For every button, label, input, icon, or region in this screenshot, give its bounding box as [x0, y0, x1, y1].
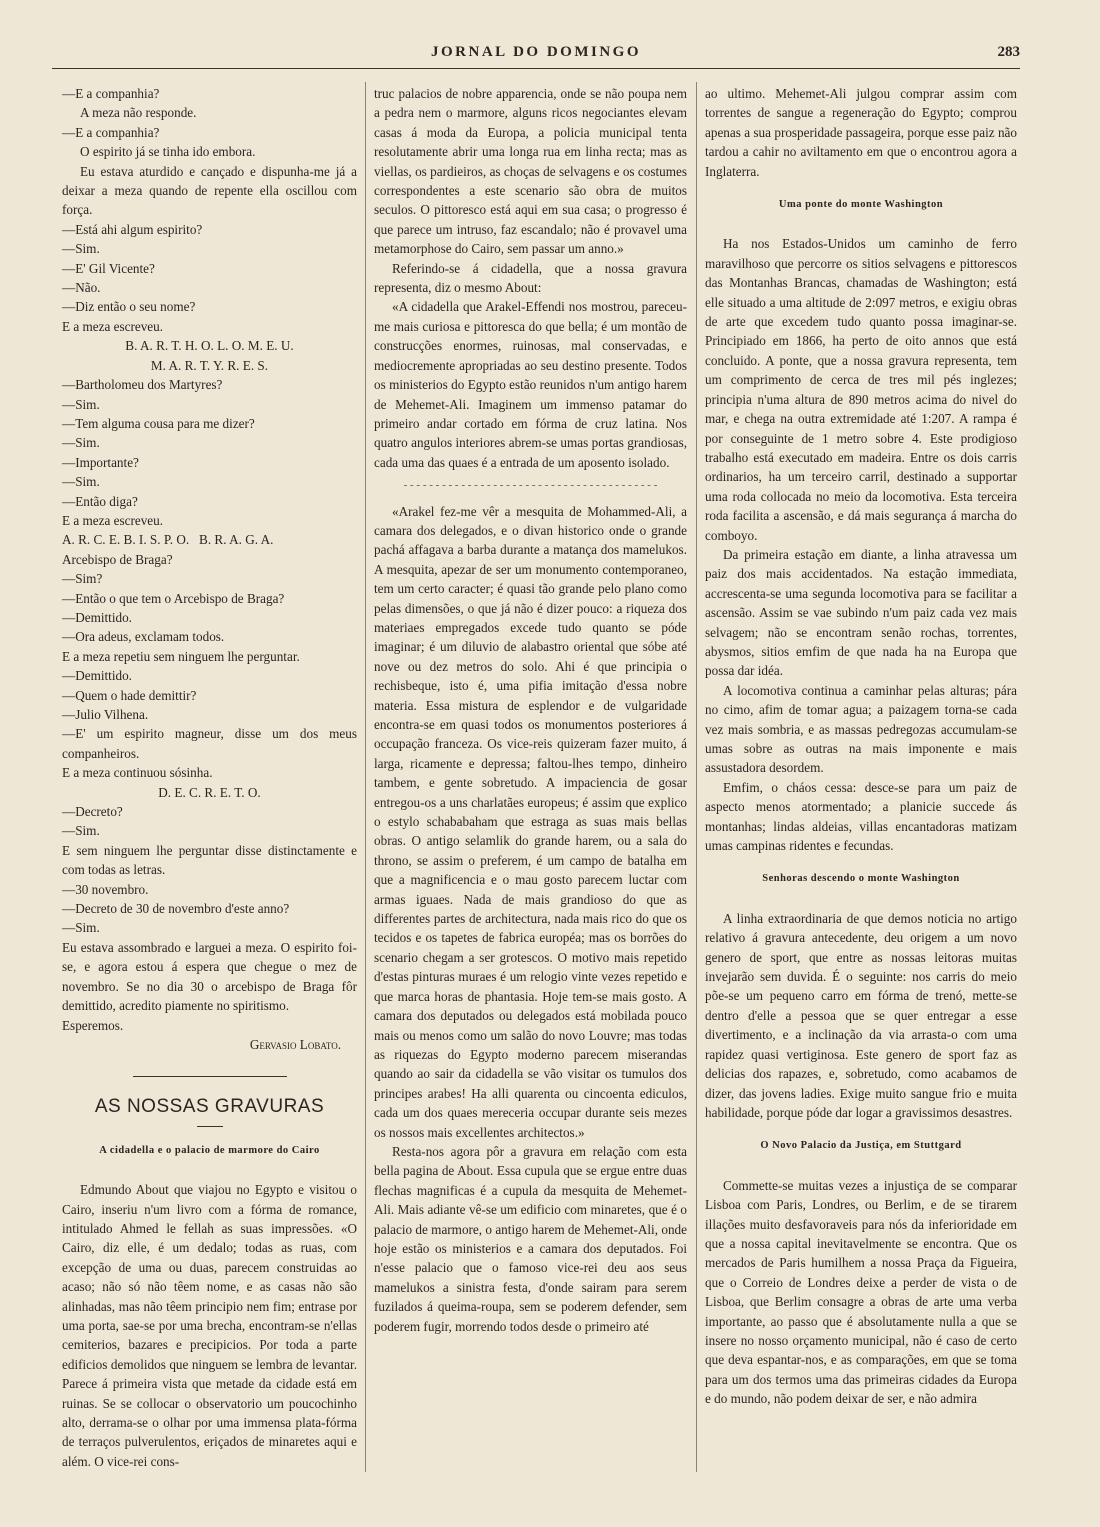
column-rule-1: [365, 82, 366, 1472]
text-line: —E' Gil Vicente?: [62, 260, 155, 276]
column-3: [705, 84, 1017, 1409]
text-line: —Importante?: [62, 454, 139, 470]
article-paragraph: Edmundo About que viajou no Egypto e visitou o Cairo, inseriu n'um livro com a fórma de romance, intitulado Ahmed le fellah as suas impressões. «O Cairo, diz elle, é um dedalo; todas as ruas, com excepção de uma ou duas, parecem construidas ao acaso; não só não têem nome, e as casas não são alinhadas, mas não têem principio nem fim; entrase por uma porta, sae-se por uma brecha, encontram-se n'ellas cemiterios, bazares e precipicios. Por toda a parte edificios demolidos que ninguem se lembra de levantar. Parece á primeira vista que metade da cidade está em ruinas. Se se collocar o observatorio um poucochinho alto, derrama-se o olhar por uma immensa plata-fórma de terraços pulverulentos, eriçados de minaretes aqui e além. O vice-rei cons-: [62, 1182, 357, 1469]
section-title: AS NOSSAS GRAVURAS: [94, 1096, 325, 1118]
title-underline: [197, 1126, 223, 1127]
text-line: O espirito já se tinha ido embora.: [80, 144, 256, 160]
text-line: E a meza escreveu.: [62, 318, 164, 334]
article-paragraph: ao ultimo. Mehemet-Ali julgou comprar assim com torrentes de sangue a regeneração do Egypto; comprou apenas a sua prosperidade passageira, porque esse paiz não tardou a cahir no aviltamento em que o encontrou agora a Inglaterra.: [705, 86, 1017, 179]
text-line: —Demittido.: [62, 609, 132, 625]
column-rule-2: [696, 82, 697, 1472]
text-line: Eu estava assombrado e larguei a meza. O espirito foi-se, e agora estou á espera que chegue o mez de novembro. Se no dia 30 o arcebispo de Braga fôr demittido, acredito piamente no spiritismo.: [62, 939, 357, 1014]
text-line: —Demittido.: [62, 668, 132, 684]
text-line: E sem ninguem lhe perguntar disse distinctamente e com todas as letras.: [62, 842, 357, 878]
text-line: —E' um espirito magneur, disse um dos meus companheiros.: [62, 726, 357, 761]
article-paragraph: A linha extraordinaria de que demos noticia no artigo relativo á gravura antecedente, deu origem a um novo genero de sport, que entre as nossas leitoras muitas invejarão sem duvida. É o seguinte: nos carris do meio põe-se um pequeno carro em fórma de trenó, mette-se dentro d'elle a pessoa que se quer entregar a esse divertimento, e a inclinação da via arrasta-o com uma rapidez quasi vertiginosa. Este genero de sport faz as delicias dos rapazes, e, sobretudo, como acabamos de dizer, das jovens ladies. Exige muito sangue frio e muita habilidade, porque póde dar logar a gravissimos desastres.: [705, 910, 1017, 1120]
text-line: —E a companhia?: [62, 86, 160, 101]
text-line: —Sim?: [62, 571, 103, 587]
spelled-word: D. E. C. R. E. T. O.: [158, 784, 261, 800]
article-paragraph: Resta-nos agora pôr a gravura em relação com esta bella pagina de About. Essa cupula que se ergue entre duas flechas magnificas é a cupula da mesquita de Mehemet-Ali. Mais adiante vê-se um edificio com minaretes, que é o palacio de marmore, o antigo harem de Mehemet-Ali, onde hoje estão os ministerios e a camara dos deputados. Foi n'esse palacio que o famoso vice-rei deu aos seus mamelukos a sinistra festa, d'onde sairam para serem fuzilados á queima-roupa, sem se poderem defender, sem poderem fugir, morrendo todos desde o primeiro até: [374, 1143, 687, 1334]
text-line: —Sim.: [62, 920, 100, 936]
spelled-word: A. R. C. E. B. I. S. P. O. B. R. A. G. A.: [62, 532, 274, 548]
article-paragraph: «A cidadella que Arakel-Effendi nos mostrou, pareceu-me mais curiosa e pittoresca do que bella; é um montão de construcções enormes, ruinosas, mal conservadas, e mediocremente apropriadas ao seu destino presente. Todos os ministerios do Egypto estão reunidos n'um antigo harem de Mehemet-Ali. Imaginem um immenso patamar do primeiro andar cortado em fórma de cruz latina. Nos quatro angulos interiores abrem-se umas portas grandiosas, cada uma das quaes é a entrada de um aposento isolado.: [374, 299, 687, 470]
author-signature: Gervasio Lobato.: [249, 1036, 341, 1052]
article-subheading: Senhoras descendo o monte Washington: [762, 873, 960, 885]
column-1: [62, 84, 357, 1471]
article-paragraph: Ha nos Estados-Unidos um caminho de ferro maravilhoso que percorre os sitios selvagens e pittorescos das Montanhas Brancas, chamadas de Washington; está elle situado a uma altitude de 2:097 metros, e exigiu obras de arte que excedem tudo quanto possa imaginar-se. Principiado em 1866, ha perto de oito annos que está concluido. A ponte, que a nossa gravura representa, tem um comprimento de cerca de tres mil pés inglezes; principia n'uma altura de 890 metros acima do nivel do mar, e chega na outra extremidade até 1:207. A rampa é por conseguinte de 1 metro sobre 4. Este prodigioso trabalho está executado em madeira. Entre os dois carris ordinarios, ha um terceiro carril, destinado a supportar uma roda collocada no meio da locomotiva. Esta terceira roda facilita a ascensão, e dá mais segurança á marcha do comboyo.: [705, 236, 1017, 543]
text-line: —Decreto de 30 de novembro d'este anno?: [62, 901, 290, 917]
text-line: —Sim.: [62, 823, 100, 839]
article-paragraph: «Arakel fez-me vêr a mesquita de Mohammed-Ali, a camara dos delegados, e o divan historico onde o grande pachá affagava a barba durante a matança dos mamelukos. A mesquita, apezar de ser um monumento contemporaneo, tem um certo caracter; é quasi tão grande pelo plano como pelas dimensões, o que já não é dizer pouco: a riqueza dos materiaes empregados excede tudo quanto se póde imaginar; é um diluvio de alabastro oriental que sóbe até nove ou dez metros do solo. Ahi é que principia o rechisbeque, isto é, uma pifia imitação d'essa nobre materia. Essa mistura de esplendor e de vulgaridade encontra-se em quasi todos os monumentos posteriores á occupação franceza. Os vice-reis quizeram fazer muito, á larga, ricamente e depressa; faltou-lhes tempo, dinheiro tambem, e gente sobretudo. A impaciencia de gosar entregou-os a uns charlatães europeus; é assim que explico o estylo schababaham que estraga as suas mais bellas obras. O antigo selamlik do grande harem, ou a sala do throno, se assim o preferem, é um campo de batalha em que a magnificencia e o mau gosto parecem luctar com armas iguaes. Nada de mais grandioso do que as differentes partes de architectura, nada mais rico do que os tecidos e os tapetes de fabrica européa; mas os borrões do scenario chegam a ser grotescos. O motivo mais repetido d'estas pinturas muraes é um relogio vinte vezes repetido e que marca horas de phantasia. Hoje tem-se mais gosto. A camara dos deputados ou delegados está mobilada pouco mais ou menos como um salão do novo Louvre; mas todas as riquezas do Egypto moderno parecem miserandas quando ao sair da cidadella se vão visitar os tumulos dos principes arabes! Ha alli quarenta ou cincoenta ediculos, cada um dos quaes mereceria occupar durante seis mezes os nossos mais excellentes architectos.»: [374, 503, 687, 1140]
article-subheading: A cidadella e o palacio de marmore do Cairo: [99, 1144, 320, 1156]
text-line: Arcebispo de Braga?: [62, 551, 173, 567]
article-paragraph: A locomotiva continua a caminhar pelas alturas; pára no cimo, afim de tomar agua; a paizagem torna-se cada vez mais sombria, e as massas pedregozas accumulam-se umas sobre as outras na mais imponente e mais assustadora desordem.: [705, 682, 1017, 776]
text-line: Eu estava aturdido e cançado e dispunha-me já a deixar a meza quando de repente ella oscillou com força.: [62, 163, 357, 218]
text-line: —Sim.: [62, 241, 100, 257]
text-line: —Decreto?: [62, 804, 123, 820]
article-paragraph: Commette-se muitas vezes a injustiça de se comparar Lisboa com Paris, Londres, ou Berlim, e de se tirarem illações muito desfavoraveis para nós da inferioridade em que a nossa capital inevitavelmente se encontra. Que os mercados de Paris humilhem a nossa Praça da Figueira, que o Correio de Londres deixe a perder de vista o de Lisboa, que Berlim consagre a obras de arte uma verba importante, ao passo que é absolutamente nulla a que se insere no nosso orçamento municipal, não é caso de certo que deva espantar-nos, e as comparações, em que se toma para um dos termos uma das primeiras cidades da Europa e do mundo, não podem deixar de ser, e não admira: [705, 1177, 1017, 1407]
text-line: —Tem alguma cousa para me dizer?: [62, 415, 255, 431]
spelled-word: M. A. R. T. Y. R. E. S.: [150, 357, 269, 373]
journal-title: JORNAL DO DOMINGO: [430, 44, 641, 60]
text-line: —30 novembro.: [62, 881, 149, 897]
text-line: —Sim.: [62, 474, 100, 490]
text-line: —Bartholomeu dos Martyres?: [62, 377, 223, 393]
column-2: [374, 84, 687, 1336]
section-divider: [133, 1076, 287, 1077]
text-line: E a meza escreveu.: [62, 512, 164, 528]
text-line: E a meza continuou sósinha.: [62, 765, 213, 781]
text-line: —Não.: [62, 280, 101, 296]
text-line: —Então o que tem o Arcebispo de Braga?: [62, 590, 285, 606]
text-line: —Então diga?: [62, 493, 138, 509]
text-line: —Sim.: [62, 396, 100, 412]
text-line: —E a companhia?: [62, 124, 160, 140]
text-line: —Está ahi algum espirito?: [62, 221, 203, 237]
article-subheading: O Novo Palacio da Justiça, em Stuttgard: [760, 1140, 962, 1152]
page-header: [52, 44, 1020, 69]
spelled-word: B. A. R. T. H. O. L. O. M. E. U.: [125, 338, 294, 354]
text-line: —Ora adeus, exclamam todos.: [62, 629, 225, 645]
article-paragraph: Da primeira estação em diante, a linha atravessa um paiz dos mais accidentados. Na estação immediata, accrescenta-se uma segunda locomotiva para se facilitar a ascensão. Assim se vae subindo n'um paiz cada vez mais selvagem; não se encontram senão rochas, torrentes, abysmos, sitios emfim de que nada ha na Europa que possa dar idéa.: [705, 546, 1017, 679]
article-paragraph: Referindo-se á cidadella, que a nossa gravura representa, diz o mesmo About:: [374, 260, 687, 296]
text-line: —Sim.: [62, 435, 100, 451]
article-paragraph: Emfim, o cháos cessa: desce-se para um paiz de aspecto menos atormentado; a planicie succede ás montanhas; lindas aldeias, villas encantadoras matizam umas campinas ridentes e fecundas.: [705, 779, 1017, 854]
text-line: E a meza repetiu sem ninguem lhe perguntar.: [62, 648, 300, 664]
page-number: 283: [997, 44, 1020, 60]
text-line: —Diz então o seu nome?: [62, 299, 196, 315]
article-subheading: Uma ponte do monte Washington: [778, 199, 944, 211]
text-line: Esperemos.: [62, 1017, 124, 1033]
text-line: —Quem o hade demittir?: [62, 687, 197, 703]
article-paragraph: truc palacios de nobre apparencia, onde se não poupa nem a pedra nem o marmore, alguns ricos negociantes elevam casas á moda da Europa, a policia municipal tenta resolutamente abrir uma longa rua em linha recta; mas as viellas, os pardieiros, as choças de selvagens e os costumes correspondentes a este scenario são obra de muitos seculos. O pittoresco está aqui em sua casa; o progresso é que parece um intruso, faz escandalo; não é provavel uma metamorphose do Cairo, sem passar um anno.»: [374, 86, 687, 257]
dotted-separator: - - - - - - - - - - - - - - - - - - - - - - - - - - - - - - - - - - - - - - - -: [403, 479, 658, 492]
text-line: A meza não responde.: [80, 105, 197, 121]
text-line: —Julio Vilhena.: [62, 707, 149, 722]
